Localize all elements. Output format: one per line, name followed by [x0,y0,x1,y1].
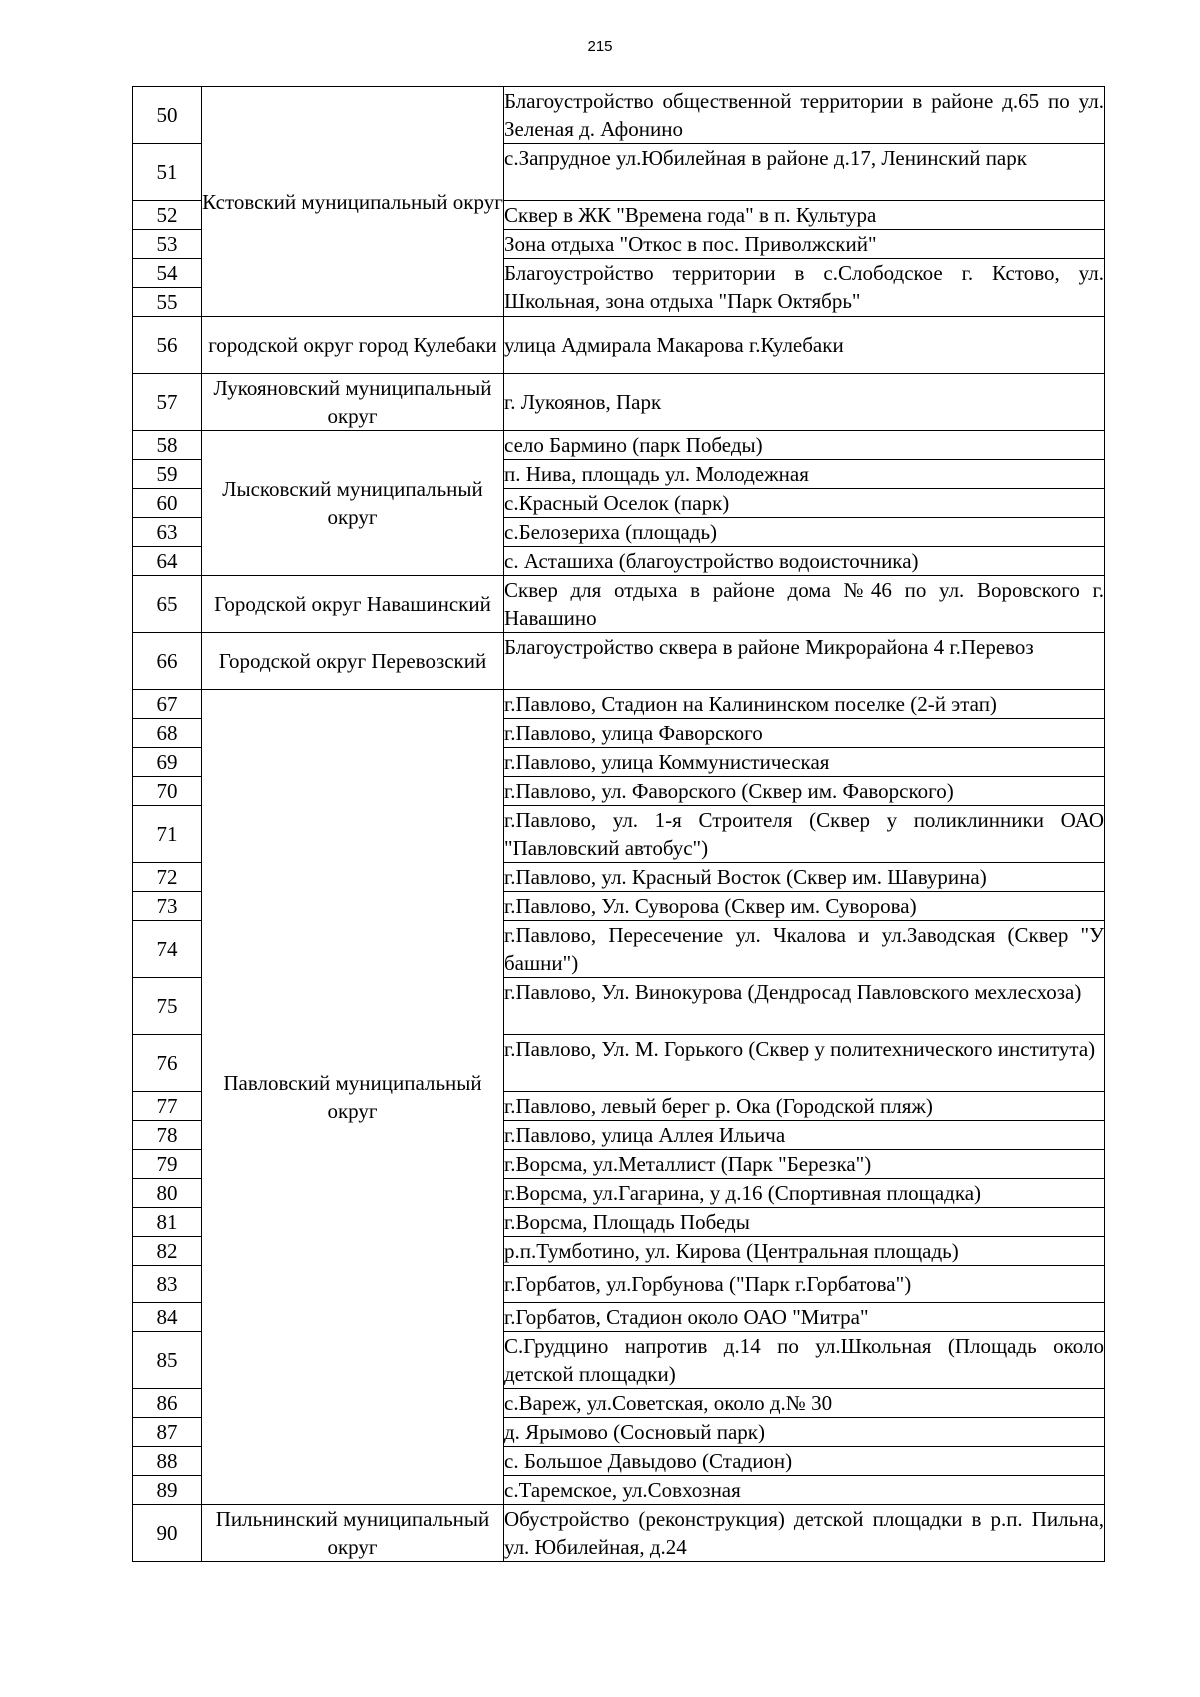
row-number-cell: 63 [133,518,202,547]
row-number-cell: 80 [133,1179,202,1208]
row-number-cell: 50 [133,87,202,144]
object-cell: г. Лукоянов, Парк [504,374,1105,431]
district-cell: Городской округ Навашинский [202,576,504,633]
row-number-cell: 65 [133,576,202,633]
object-cell: Благоустройство территории в с.Слободское г. Кстово, ул. Школьная, зона отдыха "Парк Октябрь" [504,259,1105,317]
object-cell: г.Ворсма, ул.Гагарина, у д.16 (Спортивная площадка) [504,1179,1105,1208]
row-number-cell: 74 [133,921,202,978]
district-cell: Пильнинский муниципальный округ [202,1505,504,1562]
row-number-cell: 76 [133,1035,202,1092]
object-cell: с.Вареж, ул.Советская, около д.№ 30 [504,1389,1105,1418]
row-number-cell: 70 [133,777,202,806]
row-number-cell: 56 [133,317,202,374]
district-cell: Лысковский муниципальный округ [202,431,504,576]
object-cell: Обустройство (реконструкция) детской площадки в р.п. Пильна, ул. Юбилейная, д.24 [504,1505,1105,1562]
row-number-cell: 75 [133,978,202,1035]
object-cell: г.Горбатов, ул.Горбунова ("Парк г.Горбатова") [504,1266,1105,1303]
row-number-cell: 71 [133,806,202,863]
district-cell: Городской округ Перевозский [202,633,504,690]
object-cell: г.Ворсма, Площадь Победы [504,1208,1105,1237]
row-number-cell: 81 [133,1208,202,1237]
row-number-cell: 88 [133,1447,202,1476]
object-cell: с.Запрудное ул.Юбилейная в районе д.17, Ленинский парк [504,144,1105,201]
object-cell: с. Большое Давыдово (Стадион) [504,1447,1105,1476]
row-number-cell: 60 [133,489,202,518]
object-cell: д. Ярымово (Сосновый парк) [504,1418,1105,1447]
object-cell: с.Красный Оселок (парк) [504,489,1105,518]
object-cell: Благоустройство сквера в районе Микрорайона 4 г.Перевоз [504,633,1105,690]
district-cell: Лукояновский муниципальный округ [202,374,504,431]
district-cell: Павловский муниципальный округ [202,690,504,1505]
table-row [133,576,1105,633]
row-number-cell: 83 [133,1266,202,1303]
object-cell: г.Павлово, ул. Красный Восток (Сквер им. Шавурина) [504,863,1105,892]
object-cell: р.п.Тумботино, ул. Кирова (Центральная площадь) [504,1237,1105,1266]
row-number-cell: 64 [133,547,202,576]
object-cell: г.Павлово, Ул. Винокурова (Дендросад Павловского мехлесхоза) [504,978,1105,1035]
object-cell: г.Павлово, Пересечение ул. Чкалова и ул.Заводская (Сквер "У башни") [504,921,1105,978]
object-cell: г.Павлово, Ул. М. Горького (Сквер у политехнического института) [504,1035,1105,1092]
row-number-cell: 55 [133,288,202,317]
district-cell: городской округ город Кулебаки [202,317,504,374]
object-cell: г.Павлово, ул. Фаворского (Сквер им. Фаворского) [504,777,1105,806]
row-number-cell: 54 [133,259,202,288]
row-number-cell: 73 [133,892,202,921]
object-cell: г.Павлово, улица Коммунистическая [504,748,1105,777]
table-row [133,374,1105,431]
table-row [133,87,1105,144]
row-number-cell: 66 [133,633,202,690]
table-row [133,690,1105,719]
district-cell: Кстовский муниципальный округ [202,87,504,317]
row-number-cell: 90 [133,1505,202,1562]
table-row [133,1505,1105,1562]
table-body [133,87,1105,1562]
table-row [133,317,1105,374]
object-cell: с. Асташиха (благоустройство водоисточника) [504,547,1105,576]
row-number-cell: 77 [133,1092,202,1121]
row-number-cell: 58 [133,431,202,460]
object-cell: г.Ворсма, ул.Металлист (Парк "Березка") [504,1150,1105,1179]
row-number-cell: 67 [133,690,202,719]
row-number-cell: 69 [133,748,202,777]
object-cell: с.Белозериха (площадь) [504,518,1105,547]
object-cell: г.Павлово, Стадион на Калининском поселке (2-й этап) [504,690,1105,719]
object-cell: п. Нива, площадь ул. Молодежная [504,460,1105,489]
row-number-cell: 87 [133,1418,202,1447]
object-cell: С.Грудцино напротив д.14 по ул.Школьная (Площадь около детской площадки) [504,1332,1105,1389]
row-number-cell: 89 [133,1476,202,1505]
object-cell: село Бармино (парк Победы) [504,431,1105,460]
row-number-cell: 52 [133,201,202,230]
row-number-cell: 85 [133,1332,202,1389]
table-row [133,633,1105,690]
row-number-cell: 68 [133,719,202,748]
object-cell: Зона отдыха "Откос в пос. Приволжский" [504,230,1105,259]
page-number: 215 [587,38,613,55]
object-cell: г.Павлово, улица Аллея Ильича [504,1121,1105,1150]
object-cell: Сквер в ЖК "Времена года" в п. Культура [504,201,1105,230]
object-cell: улица Адмирала Макарова г.Кулебаки [504,317,1105,374]
row-number-cell: 84 [133,1303,202,1332]
territory-list-table [132,86,1105,1562]
object-cell: г.Павлово, ул. 1-я Строителя (Сквер у поликлинники ОАО "Павловский автобус") [504,806,1105,863]
row-number-cell: 78 [133,1121,202,1150]
row-number-cell: 82 [133,1237,202,1266]
object-cell: с.Таремское, ул.Совхозная [504,1476,1105,1505]
row-number-cell: 72 [133,863,202,892]
table-row [133,431,1105,460]
row-number-cell: 79 [133,1150,202,1179]
object-cell: г.Павлово, улица Фаворского [504,719,1105,748]
row-number-cell: 53 [133,230,202,259]
object-cell: Сквер для отдыха в районе дома №46 по ул. Воровского г. Навашино [504,576,1105,633]
row-number-cell: 86 [133,1389,202,1418]
row-number-cell: 51 [133,144,202,201]
object-cell: г.Павлово, левый берег р. Ока (Городской пляж) [504,1092,1105,1121]
object-cell: Благоустройство общественной территории в районе д.65 по ул. Зеленая д. Афонино [504,87,1105,144]
object-cell: г.Павлово, Ул. Суворова (Сквер им. Суворова) [504,892,1105,921]
row-number-cell: 59 [133,460,202,489]
object-cell: г.Горбатов, Стадион около ОАО "Митра" [504,1303,1105,1332]
row-number-cell: 57 [133,374,202,431]
